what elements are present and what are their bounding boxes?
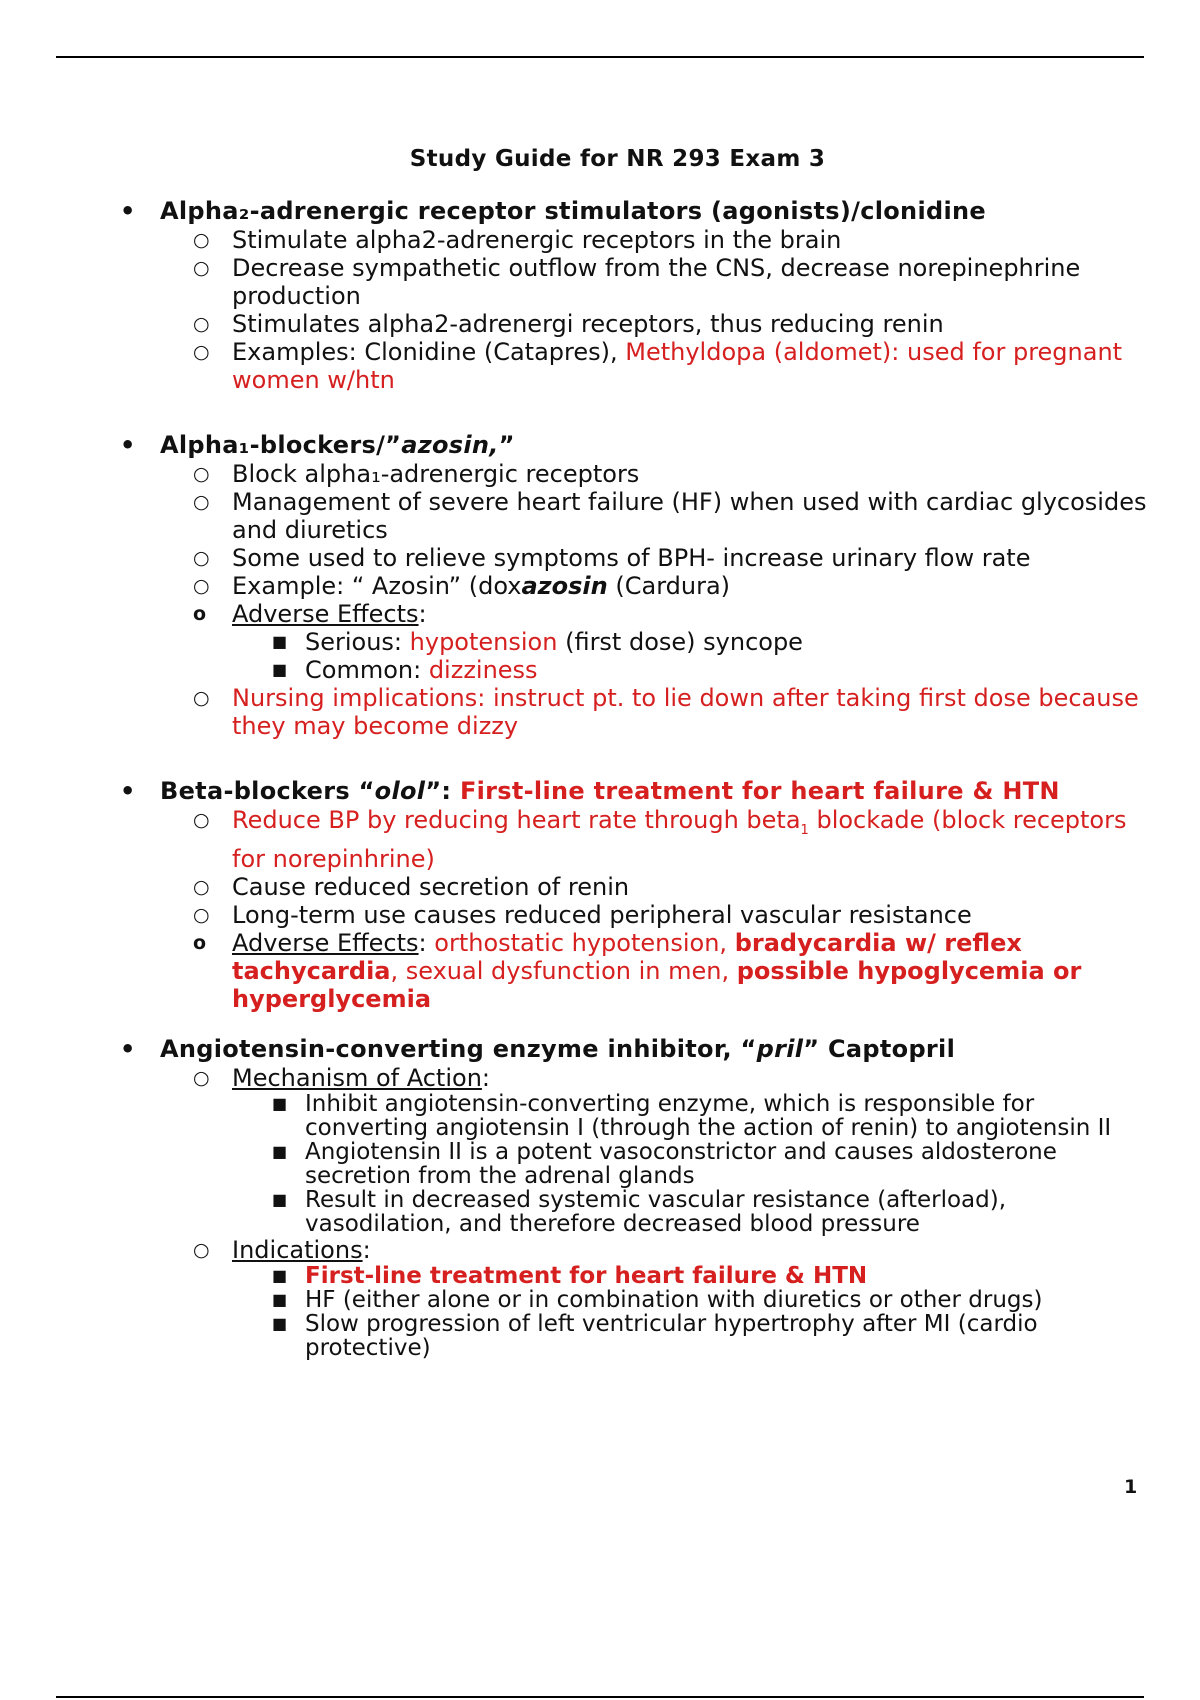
list-item: ○ Indications: xyxy=(193,1236,371,1264)
page-title: Study Guide for NR 293 Exam 3 xyxy=(409,146,826,172)
bullet-icon: • xyxy=(120,1035,136,1063)
circle-bullet-icon: o xyxy=(193,603,207,625)
list-item: ○ Stimulates alpha2-adrenergi receptors, thus reducing renin xyxy=(193,310,944,338)
circle-bullet-icon: ○ xyxy=(193,809,210,831)
list-item: ○ Nursing implications: instruct pt. to lie down after taking first dose because they may become dizzy xyxy=(193,684,1139,740)
circle-bullet-icon: ○ xyxy=(193,903,210,926)
list-item: ○ Some used to relieve symptoms of BPH- increase urinary flow rate xyxy=(193,544,1031,572)
list-item: ■ Common: dizziness xyxy=(272,656,538,684)
section-alpha1-blockers xyxy=(120,430,1150,740)
section-heading: • Alpha₁-blockers/”azosin,” xyxy=(120,431,515,459)
circle-bullet-icon: ○ xyxy=(193,1239,210,1261)
list-item: ■ Serious: hypotension (first dose) syncope xyxy=(272,628,803,656)
circle-bullet-icon: ○ xyxy=(193,257,210,279)
square-bullet-icon: ■ xyxy=(272,632,288,651)
list-item: ○ Cause reduced secretion of renin xyxy=(193,872,630,901)
square-bullet-icon: ■ xyxy=(272,1314,288,1333)
list-item: ■ Angiotensin II is a potent vasoconstrictor and causes aldosterone secretion from the adrenal glands xyxy=(272,1139,1057,1189)
list-item: ○ Block alpha₁-adrenergic receptors xyxy=(193,460,640,488)
circle-bullet-icon: ○ xyxy=(193,575,210,597)
list-item: ○ Example: “ Azosin” (doxazosin (Cardura) xyxy=(193,572,731,600)
circle-bullet-icon: ○ xyxy=(193,491,210,513)
list-item: ■ First-line treatment for heart failure & HTN xyxy=(272,1263,868,1289)
bullet-icon: • xyxy=(120,197,136,225)
circle-bullet-icon: ○ xyxy=(193,875,210,898)
circle-bullet-icon: ○ xyxy=(193,313,210,335)
list-item: ■ Result in decreased systemic vascular resistance (afterload), vasodilation, and therefore decreased blood pressure xyxy=(272,1187,1007,1237)
list-item: ○ Reduce BP by reducing heart rate through beta$_1$ blockade (block receptors for norepinhrine) xyxy=(193,806,1127,873)
square-bullet-icon: ■ xyxy=(272,1190,288,1209)
square-bullet-icon: ■ xyxy=(272,660,288,679)
list-item: ○ Examples: Clonidine (Catapres), Methyldopa (aldomet): used for pregnant women w/htn xyxy=(193,338,1123,394)
square-bullet-icon: ■ xyxy=(272,1142,288,1161)
section-alpha2-agonists xyxy=(120,196,1150,394)
bullet-icon: • xyxy=(120,431,136,459)
square-bullet-icon: ■ xyxy=(272,1094,288,1113)
circle-bullet-icon: ○ xyxy=(193,463,210,485)
page-number: 1 xyxy=(1124,1476,1138,1498)
section-ace-inhibitors xyxy=(120,1034,1150,1360)
section-heading: • Alpha₂-adrenergic receptor stimulators (agonists)/clonidine xyxy=(120,197,986,225)
circle-bullet-icon: ○ xyxy=(193,1067,210,1089)
circle-bullet-icon: ○ xyxy=(193,229,210,251)
section-beta-blockers xyxy=(120,776,1150,1013)
section-heading: • Angiotensin-converting enzyme inhibitor, “pril” Captopril xyxy=(120,1035,956,1063)
list-item: ○ Stimulate alpha2-adrenergic receptors in the brain xyxy=(193,226,842,254)
list-item: o Adverse Effects: orthostatic hypotension, bradycardia w/ reflex tachycardia, sexual dysfunction in men, possible hypoglycemia or hyperglycemia xyxy=(193,928,1082,1013)
square-bullet-icon: ■ xyxy=(272,1266,288,1285)
square-bullet-icon: ■ xyxy=(272,1290,288,1309)
top-rule xyxy=(56,56,1144,58)
list-item: ■ HF (either alone or in combination with diuretics or other drugs) xyxy=(272,1287,1043,1313)
circle-bullet-icon: ○ xyxy=(193,341,210,363)
list-item: ○ Decrease sympathetic outflow from the CNS, decrease norepinephrine production xyxy=(193,254,1081,310)
circle-bullet-icon: o xyxy=(193,931,207,954)
list-item: ○ Management of severe heart failure (HF) when used with cardiac glycosides and diuretics xyxy=(193,488,1147,544)
list-item: ■ Inhibit angiotensin-converting enzyme, which is responsible for converting angiotensin I (through the action of renin) to angiotensin II xyxy=(272,1091,1112,1141)
bullet-icon: • xyxy=(120,777,136,805)
section-heading: • Beta-blockers “olol”: First-line treatment for heart failure & HTN xyxy=(120,777,1060,805)
list-item: ■ Slow progression of left ventricular hypertrophy after MI (cardio protective) xyxy=(272,1311,1038,1361)
list-item: o Adverse Effects: xyxy=(193,600,427,628)
list-item: ○ Mechanism of Action: xyxy=(193,1064,490,1092)
circle-bullet-icon: ○ xyxy=(193,687,210,709)
circle-bullet-icon: ○ xyxy=(193,547,210,569)
bottom-rule xyxy=(56,1696,1144,1698)
list-item: ○ Long-term use causes reduced peripheral vascular resistance xyxy=(193,900,972,929)
